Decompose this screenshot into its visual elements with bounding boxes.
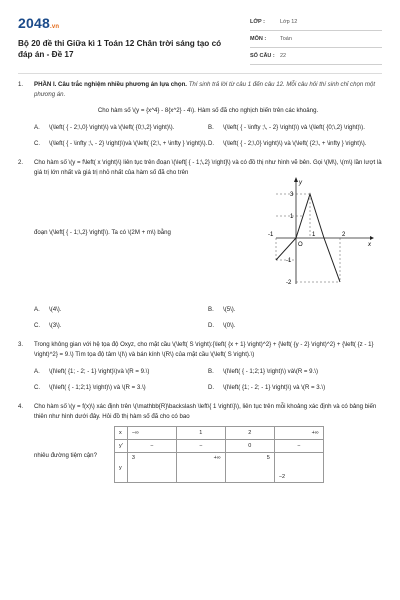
option-text: \(I\left( { - 1;2;1} \right)\) và \(R = 3.\) [49,384,146,391]
option-text: \(\left( { - 2;\,0} \right)\) và \(\left( {0;\,2} \right)\). [49,124,175,131]
x-axis-arrow [370,236,374,240]
question-1 [18,80,382,152]
x-axis-label: x [368,242,371,248]
part-instruction: Thí sinh trả lời từ câu 1 đến câu 12. Mỗi câu hỏi thí sinh chỉ chọn một phương án. [34,81,376,98]
question-stem: Trong không gian với hệ tọa độ Oxyz, cho mặt cầu \(\left( S \right):{\left( {x + 1} \right)^2} + {\left( {y - 2} \right)^2} + {\left( {z - 1} \right)^2} = 9.\) Tìm tọa độ tâm \(I\) và bán kính \(R\) của mặt cầu \(\left( S \right).\) [34,341,374,358]
table-cell: 1 [176,427,225,440]
part-heading: PHẦN I. Câu trắc nghiệm nhiều phương án lựa chọn. [34,81,187,88]
option-d[interactable] [208,139,382,149]
meta-value: Lớp 12 [280,19,298,25]
option-text: \(\left( { - \infty ;\, - 2} \right)\) và \(\left( {0;\,2} \right)\). [223,124,365,131]
option-text: \(I\left( { - 1;2;1} \right)\) và\(R = 9.\) [223,368,318,375]
header-divider [18,73,382,74]
y-tick-label: -1 [286,258,292,264]
y-axis-label: y [299,180,302,186]
option-text: \(\left( { - 2;\,0} \right)\) và \(\left( {2;\, + \infty } \right)\). [223,140,367,147]
table-cell: −2 [274,453,323,483]
option-label: C. [34,384,41,391]
option-label: D. [208,384,215,391]
question-stem: Cho hàm số \(y = f(x)\) xác định trên \(\mathbb{R}\backslash \left\{ 1 \right\}\), liên tục trên mỗi khoảng xác định và có bảng biến thiên như hình dưới đây. Hỏi đồ thị hàm số đã cho có bao [34,403,377,420]
option-c[interactable] [34,383,208,393]
meta-row [250,48,382,65]
option-label: B. [208,368,214,375]
option-label: D. [208,140,215,147]
meta-key: LỚP : [250,19,265,25]
table-cell: 2 [225,427,274,440]
option-text: \(\left( { - \infty ;\, - 2} \right)\)và \(\left( {2;\, + \infty } \right)\). [49,140,208,147]
option-b[interactable] [208,123,382,133]
option-text: \(I\left( {1; - 2; - 1} \right)\) và \(R = 3.\) [223,384,326,391]
option-b[interactable] [208,305,382,315]
options [34,302,382,334]
question-stem: Cho hàm số \(y = {x^4} - 8{x^2} - 4\). Hàm số đã cho nghịch biến trên các khoảng. [97,107,319,114]
y-axis-arrow [294,177,298,182]
meta-row [250,14,382,31]
option-label: B. [208,306,214,313]
question-instruction [34,80,382,100]
table-cell: 0 [225,440,274,453]
question-number: 1. [18,81,24,88]
question-stem: Cho hàm số \(y = f\left( x \right)\) liên tục trên đoạn \(\left[ { - 1;\,2} \right]\) và có đồ thị như hình vẽ bên. Gọi \(M\), \(m\) lần lượt là giá trị lớn nhất và giá trị nhỏ nhất của hàm số đã cho trên [34,159,382,176]
y-tick-label: 1 [290,214,294,220]
option-label: A. [34,124,40,131]
question-tail: nhiêu đường tiệm cận? [34,452,97,459]
table-cell: +∞ [176,453,225,483]
table-cell: −∞ [127,427,176,440]
option-text: \(I\left( {1; - 2; - 1} \right)\)và \(R = 9.\) [49,368,150,375]
question-figure-area [34,178,382,298]
option-text: \(0\). [223,322,236,329]
option-label: A. [34,368,40,375]
question-stem-continued: đoạn \(\left[ { - 1;\,2} \right]\). Ta có \(2M + m\) bằng [34,229,171,236]
header [18,10,382,70]
table-cell: y' [115,440,128,453]
logo-sub: .vn [49,24,60,30]
options [34,364,382,396]
question-number: 4. [18,403,24,410]
table-row [115,427,324,440]
question-number: 3. [18,341,24,348]
table-cell: 3 [127,453,176,483]
x-tick-label: 2 [342,232,346,238]
meta-value: 22 [280,53,287,59]
question-2 [18,158,382,334]
option-a[interactable] [34,123,208,133]
option-label: B. [208,124,214,131]
table-cell: − [274,440,323,453]
option-b[interactable] [208,367,382,377]
option-label: C. [34,322,41,329]
table-cell: x [115,427,128,440]
y-tick-label: -2 [286,280,292,286]
y-tick-label: 3 [290,192,294,198]
option-text: \(5\). [223,306,236,313]
option-label: A. [34,306,40,313]
table-cell: y [115,453,128,483]
question-4 [18,402,382,480]
option-d[interactable] [208,321,382,331]
question-number: 2. [18,159,24,166]
logo-main: 2048 [18,15,50,31]
options [34,120,382,152]
option-text: \(3\). [49,322,62,329]
table-cell: 5 [225,453,274,483]
meta-box [250,14,382,65]
option-c[interactable] [34,321,208,331]
x-tick-label: 1 [312,232,316,238]
table-cell: − [176,440,225,453]
question-3 [18,340,382,396]
origin-label: O [298,242,303,248]
x-tick-label: -1 [268,232,274,238]
content [18,80,382,480]
table-cell: +∞ [274,427,323,440]
table-cell: − [127,440,176,453]
option-a[interactable] [34,367,208,377]
document-title: Bộ 20 đề thi Giữa kì 1 Toán 12 Chân trời sáng tạo có đáp án - Đề 17 [18,39,222,59]
option-label: D. [208,322,215,329]
option-d[interactable] [208,383,382,393]
option-label: C. [34,140,41,147]
option-c[interactable] [34,139,208,149]
function-graph [266,176,376,288]
meta-key: MÔN : [250,36,267,42]
option-text: \(4\). [49,306,62,313]
logo[interactable] [18,15,59,31]
option-a[interactable] [34,305,208,315]
meta-value: Toán [280,36,292,42]
meta-key: SỐ CÂU : [250,53,275,59]
meta-row [250,31,382,48]
